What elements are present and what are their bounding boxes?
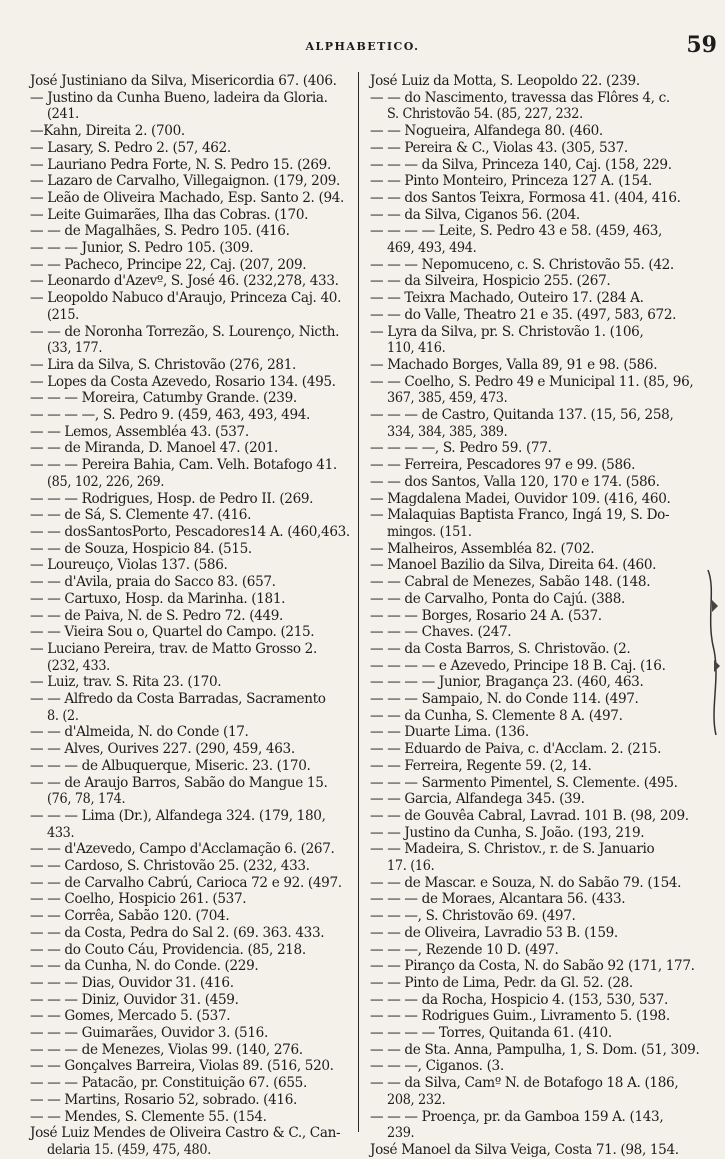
- directory-entry: — — Martins, Rosario 52, sobrado. (416.: [30, 1091, 298, 1108]
- directory-entry: — — Vieira Sou o, Quartel do Campo. (215.: [30, 624, 315, 641]
- directory-entry: — — Pinto Monteiro, Princeza 127 A. (154.: [370, 173, 653, 190]
- directory-entry: — — de Carvalho, Ponta do Cajú. (388.: [370, 590, 625, 607]
- directory-entry: — — d'Azevedo, Campo d'Acclamação 6. (267.: [30, 841, 335, 858]
- directory-entry: — — da Costa, Pedra do Sal 2. (69. 363. 433.: [30, 924, 325, 941]
- directory-entry: — — — da Rocha, Hospicio 4. (153, 530, 537.: [370, 991, 668, 1008]
- directory-entry: — — da Silveira, Hospicio 255. (267.: [370, 273, 611, 290]
- directory-entry: — — de Araujo Barros, Sabão do Mangue 15.: [30, 774, 328, 791]
- directory-entry: — Luiz, trav. S. Rita 23. (170.: [30, 674, 222, 691]
- directory-entry: — — d'Avila, praia do Sacco 83. (657.: [30, 574, 276, 591]
- directory-entry: — Lazaro de Carvalho, Villegaignon. (179, 209.: [30, 173, 341, 190]
- directory-entry: — Leopoldo Nabuco d'Araujo, Princeza Caj. 40.: [30, 290, 342, 307]
- directory-entry: — Lasary, S. Pedro 2. (57, 462.: [30, 139, 231, 156]
- directory-entry: — — — Sampaio, N. do Conde 114. (497.: [370, 691, 639, 708]
- directory-entry: — — Gomes, Mercado 5. (537.: [30, 1008, 231, 1025]
- page-edge-mark: [702, 560, 725, 740]
- directory-entry: — — — Patacão, pr. Constituição 67. (655.: [30, 1075, 307, 1092]
- directory-entry: — — — Moreira, Catumby Grande. (239.: [30, 390, 297, 407]
- directory-entry: — — Madeira, S. Christov., r. de S. Januario: [370, 841, 655, 858]
- directory-entry: — — Lemos, Assembléa 43. (537.: [30, 423, 249, 440]
- directory-entry: — — Piranço da Costa, N. do Sabão 92 (171, 177.: [370, 958, 695, 975]
- directory-entry: — — — Borges, Rosario 24 A. (537.: [370, 607, 602, 624]
- directory-entry: — — — Rodrigues Guim., Livramento 5. (198.: [370, 1008, 670, 1025]
- directory-entry: — Lauriano Pedra Forte, N. S. Pedro 15. (269.: [30, 156, 331, 173]
- directory-entry: 110, 416.: [387, 340, 446, 357]
- directory-entry: — — —, S. Christovão 69. (497.: [370, 908, 576, 925]
- directory-entry: — Magdalena Madei, Ouvidor 109. (416, 460.: [370, 490, 671, 507]
- directory-entry: — — dos Santos, Valla 120, 170 e 174. (586.: [370, 473, 660, 490]
- directory-entry: — — dosSantosPorto, Pescadores14 A. (460,463.: [30, 523, 350, 540]
- directory-entry: — — Pereira & C., Violas 43. (305, 537.: [370, 139, 628, 156]
- directory-entry: — — do Valle, Theatro 21 e 35. (497, 583, 672.: [370, 306, 677, 323]
- directory-entry: — Leão de Oliveira Machado, Esp. Santo 2. (94.: [30, 189, 345, 206]
- directory-entry: — Manoel Bazilio da Silva, Direita 64. (460.: [370, 557, 657, 574]
- directory-entry: — — da Silva, Camº N. de Botafogo 18 A. (186,: [370, 1075, 679, 1092]
- page-header: [0, 32, 725, 60]
- directory-entry: José Manoel da Silva Veiga, Costa 71. (98, 154.: [370, 1142, 679, 1158]
- directory-entry: —Kahn, Direita 2. (700.: [30, 123, 185, 140]
- directory-entry: — — Ferreira, Pescadores 97 e 99. (586.: [370, 457, 636, 474]
- directory-entry: 433.: [46, 824, 75, 841]
- directory-entry: (232, 433.: [46, 657, 110, 674]
- directory-entry: — — de Miranda, D. Manoel 47. (201.: [30, 440, 278, 457]
- directory-entry: — — Alfredo da Costa Barradas, Sacramento: [30, 691, 326, 708]
- directory-entry: (33, 177.: [46, 340, 103, 357]
- directory-entry: — — — Sarmento Pimentel, S. Clemente. (495.: [370, 774, 678, 791]
- directory-entry: — — Cabral de Menezes, Sabão 148. (148.: [370, 574, 651, 591]
- directory-entry: (215.: [46, 306, 79, 323]
- directory-entry: — Lyra da Silva, pr. S. Christovão 1. (106,: [370, 323, 644, 340]
- directory-entry: José Luiz Mendes de Oliveira Castro & C., Can-: [30, 1125, 341, 1142]
- directory-entry: — — — de Castro, Quitanda 137. (15, 56, 258,: [370, 407, 674, 424]
- directory-entry: — — Teixra Machado, Outeiro 17. (284 A.: [370, 290, 644, 307]
- directory-entry: — Lira da Silva, S. Christovão (276, 281.: [30, 356, 296, 373]
- page-title: ALPHABETICO.: [305, 40, 420, 53]
- directory-entry: 334, 384, 385, 389.: [387, 423, 508, 440]
- directory-entry: — — —, Ciganos. (3.: [370, 1058, 504, 1075]
- directory-entry: — — — —, S. Pedro 59. (77.: [370, 440, 552, 457]
- directory-entry: (76, 78, 174.: [46, 791, 126, 808]
- directory-entry: 239.: [387, 1125, 415, 1142]
- directory-entry: S. Christovão 54. (85, 227, 232.: [387, 106, 583, 123]
- directory-entry: — — — — Torres, Quitanda 61. (410.: [370, 1025, 612, 1042]
- directory-entry: — Leite Guimarães, Ilha das Cobras. (170.: [30, 206, 309, 223]
- directory-entry: — — d'Almeida, N. do Conde (17.: [30, 724, 249, 741]
- directory-entry: — — — — e Azevedo, Principe 18 B. Caj. (16.: [370, 657, 666, 674]
- directory-entry: — — — Guimarães, Ouvidor 3. (516.: [30, 1025, 268, 1042]
- directory-entry: — — Garcia, Alfandega 345. (39.: [370, 791, 585, 808]
- directory-entry: — — — Proença, pr. da Gamboa 159 A. (143,: [370, 1108, 664, 1125]
- directory-entry: — — Mendes, S. Clemente 55. (154.: [30, 1108, 267, 1125]
- directory-entry: — — Pacheco, Principe 22, Caj. (207, 209.: [30, 256, 307, 273]
- directory-entry: 208, 232.: [387, 1091, 446, 1108]
- left-column: [30, 73, 350, 1158]
- directory-entry: — — —, Rezende 10 D. (497.: [370, 941, 559, 958]
- directory-entry: 469, 493, 494.: [387, 240, 477, 257]
- directory-entry: — Machado Borges, Valla 89, 91 e 98. (586.: [370, 356, 658, 373]
- page-number: 59: [686, 32, 717, 58]
- directory-entry: — — do Couto Cáu, Providencia. (85, 218.: [30, 941, 306, 958]
- directory-entry: — — do Nascimento, travessa das Flôres 4, c.: [370, 89, 670, 106]
- directory-entry: — — — Junior, S. Pedro 105. (309.: [30, 240, 254, 257]
- directory-entry: — — de Gouvêa Cabral, Lavrad. 101 B. (98, 209.: [370, 807, 689, 824]
- directory-entry: — — — de Albuquerque, Miseric. 23. (170.: [30, 757, 311, 774]
- directory-entry: 367, 385, 459, 473.: [387, 390, 508, 407]
- directory-entry: — — da Cunha, N. do Conde. (229.: [30, 958, 259, 975]
- directory-entry: — Malaquias Baptista Franco, Ingá 19, S. Do-: [370, 507, 670, 524]
- directory-entry: — — Cartuxo, Hosp. da Marinha. (181.: [30, 590, 286, 607]
- directory-entry: — — Cardoso, S. Christovão 25. (232, 433.: [30, 858, 310, 875]
- directory-entry: — — dos Santos Teixra, Formosa 41. (404, 416.: [370, 189, 681, 206]
- directory-entry: — — — Chaves. (247.: [370, 624, 512, 641]
- directory-entry: — — Nogueira, Alfandega 80. (460.: [370, 123, 603, 140]
- directory-entry: 8. (2.: [46, 707, 79, 724]
- directory-entry: — Loureuço, Violas 137. (586.: [30, 557, 228, 574]
- directory-entry: — — — —, S. Pedro 9. (459, 463, 493, 494.: [30, 407, 311, 424]
- right-column: [370, 73, 700, 1158]
- directory-entry: — Malheiros, Assembléa 82. (702.: [370, 540, 595, 557]
- directory-entry: — — da Silva, Ciganos 56. (204.: [370, 206, 580, 223]
- directory-entry: mingos. (151.: [387, 523, 472, 540]
- directory-entry: — — Eduardo de Paiva, c. d'Acclam. 2. (215.: [370, 741, 662, 758]
- directory-entry: — — de Magalhães, S. Pedro 105. (416.: [30, 223, 290, 240]
- directory-entry: 17. (16.: [387, 858, 435, 875]
- directory-entry: — — — Dias, Ouvidor 31. (416.: [30, 974, 234, 991]
- column-divider: [358, 72, 359, 1132]
- directory-entry: delaria 15. (459, 475, 480.: [46, 1142, 211, 1158]
- directory-entry: — Leonardo d'Azevº, S. José 46. (232,278, 433.: [30, 273, 339, 290]
- directory-entry: — — Alves, Ourives 227. (290, 459, 463.: [30, 741, 295, 758]
- directory-entry: — — de Carvalho Cabrú, Carioca 72 e 92. (497.: [30, 874, 342, 891]
- directory-entry: — — — Pereira Bahia, Cam. Velh. Botafogo 41.: [30, 457, 337, 474]
- directory-entry: — — — — Leite, S. Pedro 43 e 58. (459, 463,: [370, 223, 663, 240]
- directory-entry: (85, 102, 226, 269.: [46, 473, 165, 490]
- directory-entry: — — Duarte Lima. (136.: [370, 724, 529, 741]
- directory-entry: José Luiz da Motta, S. Leopoldo 22. (239.: [370, 73, 640, 89]
- directory-entry: — — de Sá, S. Clemente 47. (416.: [30, 507, 252, 524]
- directory-entry: — — Corrêa, Sabão 120. (704.: [30, 908, 230, 925]
- directory-entry: — — — Lima (Dr.), Alfandega 324. (179, 180,: [30, 807, 326, 824]
- directory-entry: — — de Sta. Anna, Pampulha, 1, S. Dom. (51, 309.: [370, 1041, 700, 1058]
- directory-entry: — — Justino da Cunha, S. João. (193, 219.: [370, 824, 645, 841]
- directory-entry: — — de Mascar. e Souza, N. do Sabão 79. (154.: [370, 874, 682, 891]
- directory-entry: — — — da Silva, Princeza 140, Caj. (158, 229.: [370, 156, 672, 173]
- directory-entry: — — Gonçalves Barreira, Violas 89. (516, 520.: [30, 1058, 334, 1075]
- directory-entry: — — Pinto de Lima, Pedr. da Gl. 52. (28.: [370, 974, 633, 991]
- directory-entry: José Justiniano da Silva, Misericordia 67. (406.: [30, 73, 337, 89]
- directory-entry: — — da Cunha, S. Clemente 8 A. (497.: [370, 707, 623, 724]
- directory-entry: (241.: [46, 106, 79, 123]
- directory-entry: — — de Souza, Hospicio 84. (515.: [30, 540, 252, 557]
- directory-entry: — — — Diniz, Ouvidor 31. (459.: [30, 991, 239, 1008]
- directory-entry: — — — de Menezes, Violas 99. (140, 276.: [30, 1041, 303, 1058]
- directory-entry: — — — Nepomuceno, c. S. Christovão 55. (42.: [370, 256, 674, 273]
- directory-entry: — — Coelho, Hospicio 261. (537.: [30, 891, 247, 908]
- directory-entry: — — de Oliveira, Lavradio 53 B. (159.: [370, 924, 618, 941]
- directory-entry: — — Coelho, S. Pedro 49 e Municipal 11. (85, 96,: [370, 373, 694, 390]
- directory-entry: — — de Noronha Torrezão, S. Lourenço, Nicth.: [30, 323, 340, 340]
- directory-entry: — — — de Moraes, Alcantara 56. (433.: [370, 891, 626, 908]
- directory-entry: — Justino da Cunha Bueno, ladeira da Gloria.: [30, 89, 328, 106]
- directory-entry: — — — — Junior, Bragança 23. (460, 463.: [370, 674, 644, 691]
- directory-entry: — Luciano Pereira, trav. de Matto Grosso 2.: [30, 640, 317, 657]
- directory-entry: — — da Costa Barros, S. Christovão. (2.: [370, 640, 631, 657]
- directory-entry: — Lopes da Costa Azevedo, Rosario 134. (495.: [30, 373, 336, 390]
- directory-entry: — — — Rodrigues, Hosp. de Pedro II. (269.: [30, 490, 314, 507]
- directory-entry: — — Ferreira, Regente 59. (2, 14.: [370, 757, 592, 774]
- directory-entry: — — de Paiva, N. de S. Pedro 72. (449.: [30, 607, 284, 624]
